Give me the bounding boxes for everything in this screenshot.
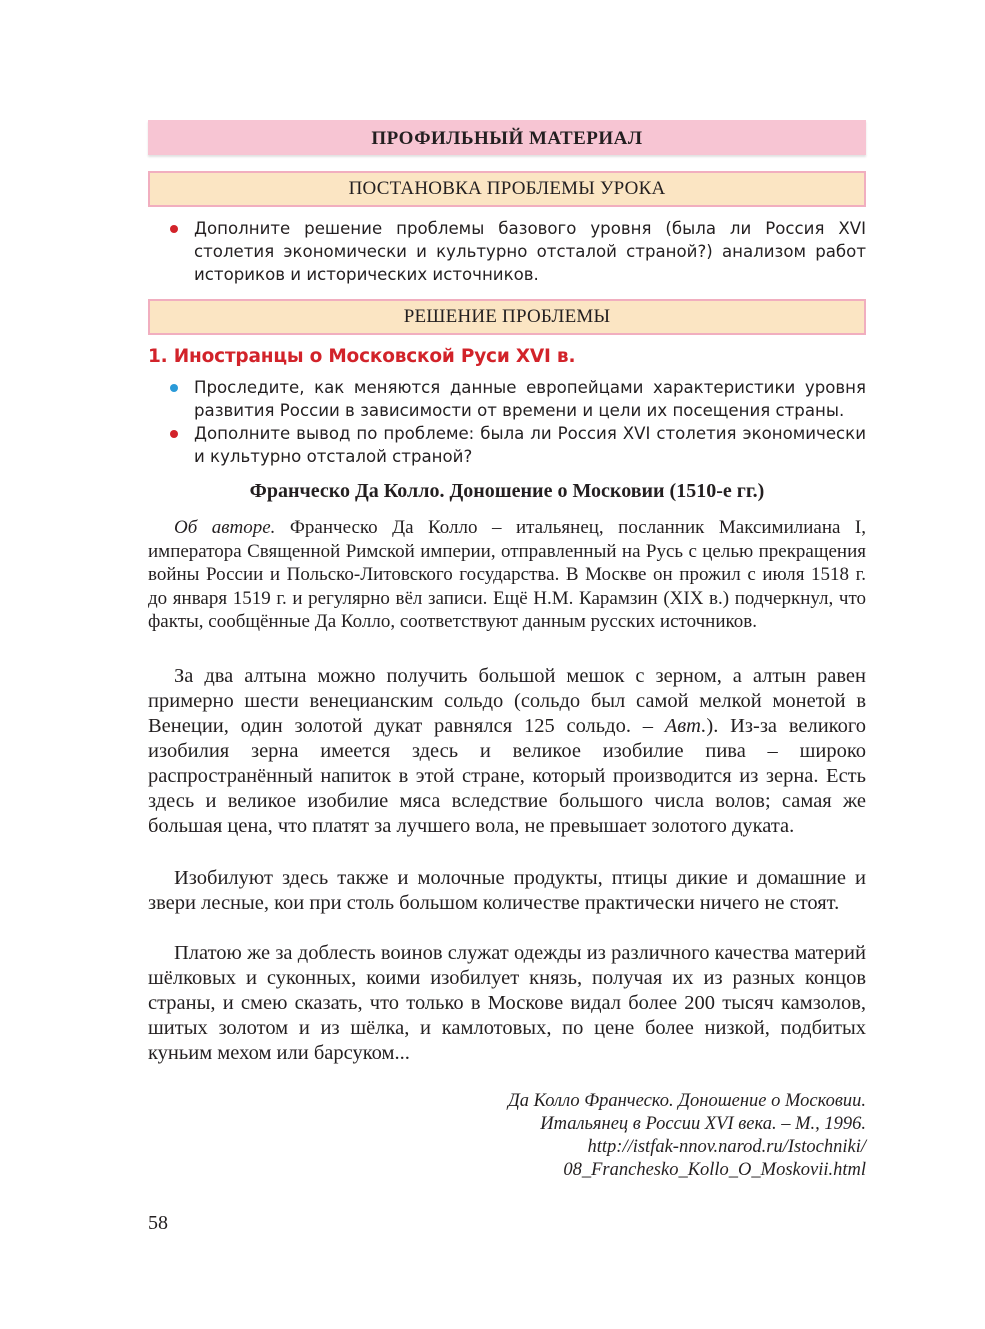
about-author-text: Франческо Да Колло – итальянец, посланник Максимилиана I, императора Священной Римской империи, отправленный на Русь с целью прекращения войны России и Польско-Литовского государства. В Москве он прожил с июля 1518 г. до января 1519 г. и регулярно вёл записи. Ещё Н.М. Карамзин (XIX в.) подчеркнул, что факты, сообщённые Да Колло, соответствуют данным русских источников. (148, 517, 866, 632)
red-bullet-icon (170, 225, 178, 233)
source-paragraph-1 (148, 664, 866, 839)
trace-bullet-text: Проследите, как меняются данные европейцами характеристики уровня развития России в зависимости от времени и цели их посещения страны. (194, 378, 866, 420)
source-paragraph-2: Изобилуют здесь также и молочные продукты, птицы дикие и домашние и звери лесные, кои при столь большом количестве практически ничего не стоят. (148, 867, 866, 914)
red-bullet-icon (170, 430, 178, 438)
conclusion-bullet (174, 422, 866, 468)
lesson-problem-banner: ПОСТАНОВКА ПРОБЛЕМЫ УРОКА (148, 171, 866, 207)
citation-url-line-1: http://istfak-nnov.narod.ru/Istochniki/ (587, 1137, 866, 1157)
citation-line-2: Итальянец в России XVI века. – М., 1996. (540, 1114, 866, 1134)
source-paragraph-3: Платою же за доблесть воинов служат одежды из различного качества материй шёлковых и суконных, коими изобилует князь, получая их из разных концов страны, и смею сказать, что только в Москове видал более 200 тысяч камзолов, шитых золотом и из шёлка, и камлотовых, по цене более низкой, подбитых куньим мехом или барсуком... (148, 942, 866, 1064)
document-title: Франческо Да Колло. Доношение о Московии (1510-е гг.) (249, 480, 765, 502)
profile-material-banner: ПРОФИЛЬНЫЙ МАТЕРИАЛ (148, 120, 866, 155)
about-author-label: Об авторе. (174, 517, 276, 538)
conclusion-bullet-text: Дополните вывод по проблеме: была ли Россия XVI столетия экономически и культурно отсталой страной? (194, 424, 866, 466)
source-paragraph-1-end: ). Из-за великого изобилия зерна имеется здесь и великое изобилие пива – широко распространённый напиток в этой стране, который производится из зерна. Есть здесь и великое изобилие мяса вследствие большого числа волов; самая же большая цена, что платят за лучшего вола, не превышает золотого дуката. (148, 715, 866, 837)
problem-solution-banner: РЕШЕНИЕ ПРОБЛЕМЫ (148, 299, 866, 335)
blue-bullet-icon (170, 384, 178, 392)
citation-url-line-2: 08_Franchesko_Kollo_O_Moskovii.html (563, 1160, 866, 1180)
citation-line-1: Да Колло Франческо. Доношение о Московии. (508, 1091, 866, 1111)
problem-bullet (174, 217, 866, 286)
trace-bullet (174, 376, 866, 422)
about-author-paragraph (148, 516, 866, 634)
problem-bullet-text: Дополните решение проблемы базового уровня (была ли Россия XVI столетия экономически и культурно отсталой страной?) анализом работ историков и исторических источников. (194, 219, 866, 284)
section-heading: 1. Иностранцы о Московской Руси XVI в. (148, 346, 576, 367)
source-paragraph-1-start: За два алтына можно получить большой мешок с зерном, а алтын равен примерно шести венецианским сольдо (сольдо был самой мелкой монетой в Венеции, один золотой дукат равнялся 125 сольдо. – (148, 665, 866, 737)
source-citation (266, 1090, 866, 1182)
page-number: 58 (148, 1212, 168, 1234)
author-note: Авт. (664, 715, 707, 737)
